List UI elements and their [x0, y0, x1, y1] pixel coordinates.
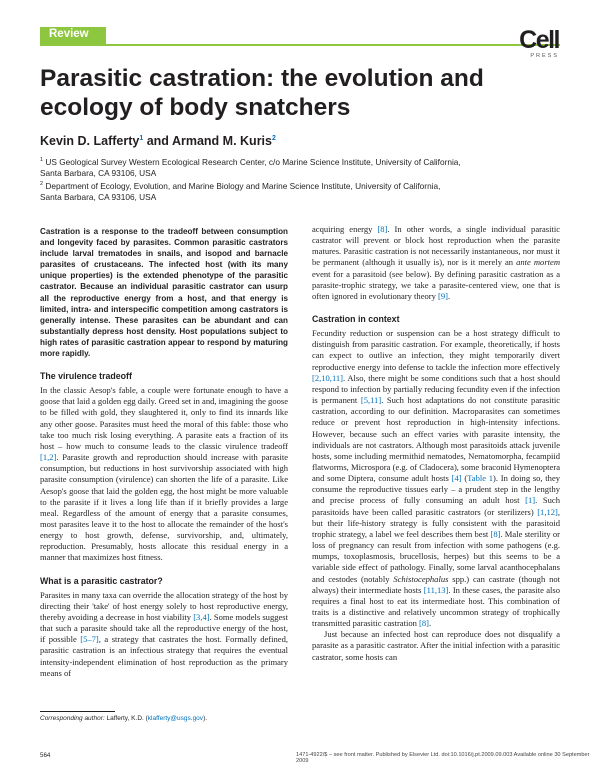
corresponding-author-note: Corresponding author: Lafferty, K.D. (klafferty@usgs.gov). [40, 714, 208, 722]
article-title: Parasitic castration: the evolution and ecology of body snatchers [40, 65, 484, 121]
citation-link[interactable]: [5,11] [360, 395, 382, 406]
author-list [40, 134, 276, 148]
affiliation-number: 1 [40, 157, 44, 163]
page-number: 564 [40, 752, 51, 759]
author-name[interactable]: Armand M. Kuris [171, 134, 272, 148]
citation-link[interactable]: [4] [451, 473, 462, 484]
citation-link[interactable]: [2,10,11] [312, 372, 344, 383]
affiliation [40, 179, 560, 204]
abstract: Castration is a response to the tradeoff between consumption and longevity faced by parasites. Common parasitic castrators include larval trematodes in snails, and isopod and barnacle parasites of crustaceans. The infected host (with its many unique properties) is the extended phenotype of the parasitic castrator. Because an individual parasitic castrator can usurp all the reproductive energy from a host, and that energy is limited, intra- and interspecific competition among castrators is generally intense. These parasites can be abundant and can substantially depress host density. Host populations subject to high rates of parasitic castration appear to respond by maturing more rapidly. [40, 227, 288, 359]
publisher-logo [519, 28, 559, 59]
body-paragraph: Just because an infected host can reproduce does not disqualify a parasite as a parasitic castrator. After the initial infection with a parasitic castrator, some hosts can [312, 629, 560, 662]
footer-publication-line: 1471-4922/$ – see front matter. Published by Elsevier Ltd. doi:10.1016/j.pt.2009.09.003 Available online 30 September 2009 [296, 752, 590, 764]
logo-text: Cell [519, 26, 559, 54]
affiliation-text: Santa Barbara, CA 93106, USA [40, 168, 157, 179]
citation-link[interactable]: [5–7] [80, 634, 99, 645]
citation-link[interactable]: [1,12] [537, 506, 558, 517]
section-heading: Castration in context [312, 314, 400, 325]
body-paragraph: Fecundity reduction or suspension can be a host strategy difficult to distinguish from parasitic castration. For example, theoretically, if hosts can expect to outlive an infection, they might temporarily divert reproductive energy into defense to tackle the infection more effectively [2,10,11]. Also, there might be some conditions such that a host should respond to infection by partially reducing fecundity even if the infection is permanent [5,11]. Such host adaptations do not constitute parasitic castration, according to our definition. Macroparasites can sometimes reduce or prevent host reproduction in high-intensity infections. However, because such an effect varies with parasite intensity, the individuals are not castrators. Although most parasitoids attack juvenile hosts, some including mermithid nematodes, Nematomorpha, fecampiid flatworms, Microspora (e.g. of Cladocera), some braconid Hymenoptera and some Diptera, consume adult hosts [4] (Table 1). In doing so, they consume the reproductive tissues early – a prudent step in the lengthy and precise process of fully consuming an adult host [1]. Such parasitoids have been called parasitic castrators (or sterilizers) [1,12], but their life-history strategy is fully consistent with the parasitoid trophic strategy, a label we feel describes them best [8]. Male sterility or loss of pregnancy can result from infection with some pathogens (e.g. mumps, toxoplasmosis, brucellosis, herpes) but this seems to be a variable side effect of pathology. Finally, some larval acanthocephalans and cestodes (notably Schistocephalus spp.) can castrate (though not always) their intermediate hosts [11,13]. In these cases, the parasite also requires a final host to eat its intermediate host. This combination of traits is a distinctive and relatively uncommon strategy of trophically transmitted parasitic castration [8]. [312, 328, 561, 629]
body-paragraph: acquiring energy [8]. In other words, a single individual parasitic castrator will prevent or block host reproduction when the parasite matures. Parasitic castration is not necessarily instantaneous, nor must it be permanent (although it usually is), nor is it merely an ante mortem event for a parasitoid (see below). By defining parasitic castration as a parasite-trophic strategy, we take a parasite-centered view, one that is often ignored in evolutionary theory [9]. [312, 224, 560, 301]
affiliation-marker: 1 [139, 134, 144, 142]
body-paragraph: In the classic Aesop's fable, a couple were fortunate enough to have a goose that laid a golden egg daily. Greed set in and, imagining the goose to be filled with gold, they slaughtered it, only to find its innards like any other goose. Parasites must heed the moral of this fable: those who take too much risk losing everything. A parasite eats a fraction of its host – how much to consume leads to the classic virulence tradeoff [1,2]. Parasite growth and reproduction should increase with parasite consumption, but reductions in host survivorship associated with high parasite consumption (virulence) can shorten the life of a parasite. Like Aesop's goose that laid the golden egg, the host might be more valuable to the parasite if it lives a long life than if it briefly provides a large meal. Regardless of the amount of energy that a parasite consumes, most parasites leave it to the host to allocate the remainder of the host's energy to host growth, defense, survivorship, and, ultimately, reproduction. Presumably, hosts allocate this residual energy in a manner that maximizes host fitness. [40, 385, 288, 563]
citation-link[interactable]: [9] [438, 290, 449, 301]
section-heading: The virulence tradeoff [40, 371, 132, 382]
section-label: Review [49, 28, 89, 40]
section-heading: What is a parasitic castrator? [40, 575, 163, 586]
email-link[interactable]: klafferty@usgs.gov [147, 714, 204, 722]
citation-link[interactable]: [1,2] [40, 452, 57, 463]
author-conjunction: and [143, 134, 172, 148]
affiliation-marker: 2 [271, 134, 276, 142]
affiliation-number: 2 [40, 181, 44, 187]
footnote-rule [40, 711, 115, 712]
citation-link[interactable]: [8] [419, 618, 430, 629]
section-tab [40, 27, 106, 44]
citation-link[interactable]: [8] [490, 528, 501, 539]
affiliation-text: Santa Barbara, CA 93106, USA [40, 192, 157, 203]
body-paragraph: Parasites in many taxa can override the allocation strategy of the host by directing their 'take' of host energy solely to host reproductive energy, thereby avoiding a decrease in host viability [3,4]. Some models suggest that such a parasite should take all the reproductive energy of the host, if possible [5–7], a strategy that castrates the host. Formally defined, parasitic castration is an infectious strategy that requires the eventual intensity-independent elimination of host reproduction as the primary means of [40, 589, 289, 678]
left-column [40, 226, 288, 679]
affiliation [40, 155, 560, 180]
citation-link[interactable]: [1] [525, 495, 536, 506]
author-name[interactable]: Kevin D. Lafferty [40, 134, 140, 148]
footnote-label: Corresponding author: [40, 714, 105, 722]
header-rule [40, 44, 560, 46]
affiliation-text: US Geological Survey Western Ecological Research Center, c/o Marine Science Institute, University of California, [45, 156, 461, 167]
affiliation-text: Department of Ecology, Evolution, and Marine Biology and Marine Science Institute, University of California, [45, 180, 441, 191]
table-link[interactable]: Table 1 [467, 473, 494, 484]
citation-link[interactable]: [8] [377, 224, 388, 234]
logo-subtext: PRESS [530, 53, 559, 59]
citation-link[interactable]: [3,4] [193, 611, 210, 622]
right-column [312, 224, 560, 663]
citation-link[interactable]: [11,13] [423, 584, 449, 595]
